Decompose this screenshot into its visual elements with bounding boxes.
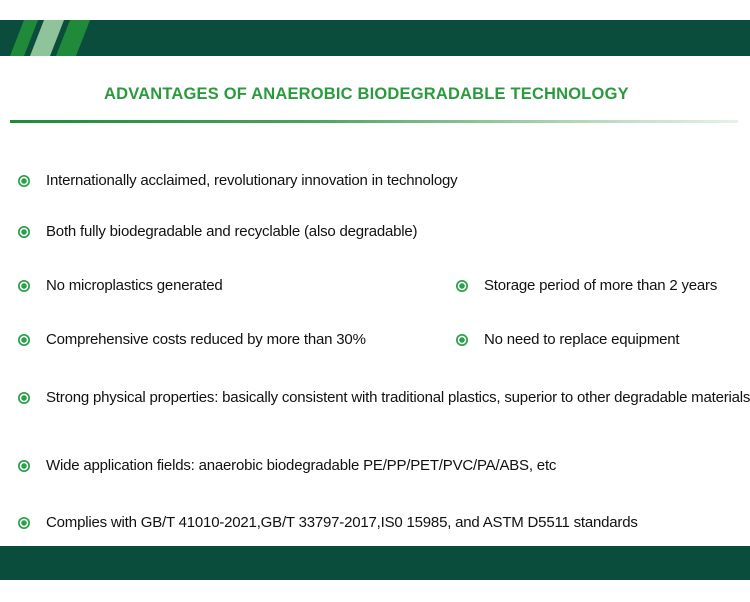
bullet-icon	[456, 280, 468, 292]
stripes-logo-icon	[10, 20, 92, 56]
list-item	[18, 277, 223, 294]
bullet-icon	[18, 517, 30, 529]
item-text: Strong physical properties: basically consistent with traditional plastics, superior to other degradable materials	[46, 389, 750, 406]
list-item	[18, 331, 366, 348]
list-item	[18, 457, 556, 474]
item-text: Comprehensive costs reduced by more than 30%	[46, 331, 366, 348]
title-underline	[10, 120, 738, 123]
bottom-banner	[0, 546, 750, 580]
list-item	[456, 277, 717, 294]
bullet-icon	[456, 334, 468, 346]
item-text: No microplastics generated	[46, 277, 223, 294]
top-banner	[0, 20, 750, 56]
page-title: ADVANTAGES OF ANAEROBIC BIODEGRADABLE TECHNOLOGY	[104, 84, 629, 103]
bullet-icon	[18, 175, 30, 187]
list-item	[456, 331, 679, 348]
bullet-icon	[18, 280, 30, 292]
bullet-icon	[18, 460, 30, 472]
item-text: No need to replace equipment	[484, 331, 680, 348]
item-text: Wide application fields: anaerobic biodegradable PE/PP/PET/PVC/PA/ABS, etc	[46, 457, 557, 474]
item-text: Complies with GB/T 41010-2021,GB/T 33797-2017,IS0 15985, and ASTM D5511 standards	[46, 514, 638, 531]
item-text: Internationally acclaimed, revolutionary innovation in technology	[46, 172, 458, 189]
list-item	[18, 514, 638, 531]
item-text: Storage period of more than 2 years	[484, 277, 718, 294]
list-item	[18, 172, 457, 189]
bullet-icon	[18, 334, 30, 346]
item-text: Both fully biodegradable and recyclable (also degradable)	[46, 223, 418, 240]
bullet-icon	[18, 392, 30, 404]
list-item	[18, 389, 750, 406]
bullet-icon	[18, 226, 30, 238]
list-item	[18, 223, 417, 240]
